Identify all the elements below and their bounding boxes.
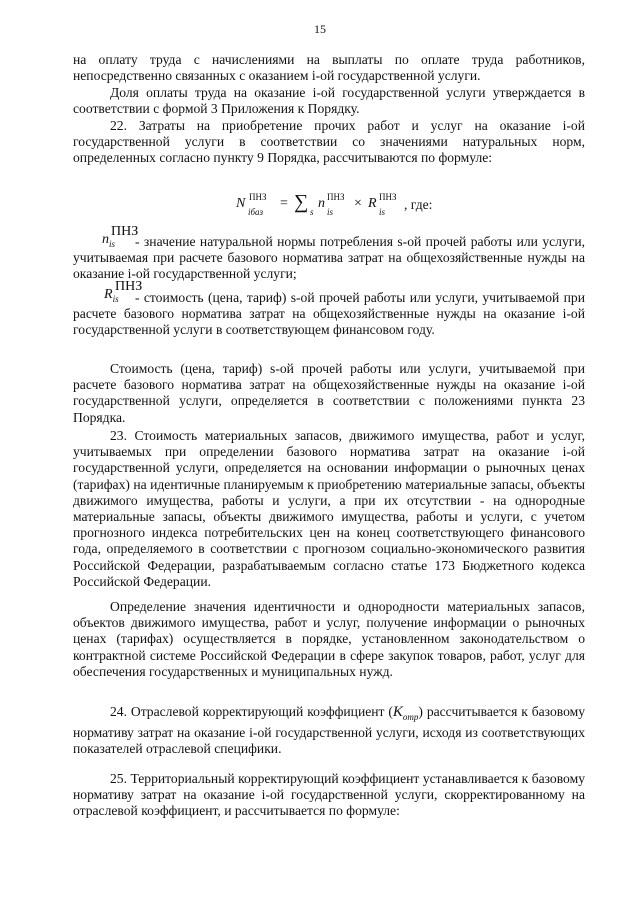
symbol-n-is-sup: ПНЗ [111,224,139,239]
paragraph-wage-continuation: на оплату труда с начислениями на выплаты по оплате труда работников, непосредственно связанных с оказанием i-ой государственной услуги. [73,52,585,84]
formula-times: × [354,196,362,211]
definition-n-is: - значение натуральной нормы потребления s-ой прочей работы или услуги, учитываемая при расчете базового норматива затрат на общехозяйственные нужды на оказание i-ой государственной услуги; [73,234,585,282]
formula-lhs-sup: ПНЗ [249,192,267,202]
formula-n-sup: ПНЗ [327,192,345,202]
paragraph-24: 24. Отраслевой корректирующий коэффициент $(K_{отр})$ рассчитывается к базовому нормативу затрат на оказание i-ой государственной услуги, исходя из соответствующих показателей отраслевой специфики. [73,704,586,757]
formula-other-works [236,190,476,224]
symbol-r-is: $R_{is}$ [104,287,119,304]
formula-lhs: N [236,196,246,211]
paragraph-price-determination: Стоимость (цена, тариф) s-ой прочей работы или услуги, учитываемой при расчете базового норматива затрат на общехозяйственные нужды на оказание i-ой государственной услуги, определяется в соответствии с положениями пункта 23 Порядка. [73,361,585,425]
formula-equals: = [280,196,288,211]
formula-sum-sign: ∑ [294,191,309,213]
paragraph-wage-share: Доля оплаты труда на оказание i-ой государственной услуги утверждается в соответствии с формой 3 Приложения к Порядку. [73,85,585,117]
formula-r-sub: is [379,207,386,217]
formula-n-sub: is [327,207,334,217]
symbol-n-is: $n_{is}$ [102,232,116,249]
paragraph-23: 23. Стоимость материальных запасов, движимого имущества, работ и услуг, учитываемых при определении базового норматива затрат на оказание i-ой государственной услуги, определяется на основании информации о рыночных ценах (тарифах) на идентичные планируемым к приобретению материальные запасы, объекты движимого имущества, работы и услуги, а при их отсутствии - на однородные материальные запасы, объекты движимого имущества, работы и услуги, с учетом прогнозного индекса потребительских цен на конец соответствующего финансового года, определяемого в соответствии с прогнозом социально-экономического развития Российской Федерации, разрабатываемым согласно статье 173 Бюджетного кодекса Российской Федерации. [73,428,585,589]
formula-r: R [368,196,377,211]
paragraph-identity: Определение значения идентичности и однородности материальных запасов, объектов движимого имущества, работ и услуг, получение информации о рыночных ценах (тарифах) осуществляется в порядке, установленном законодательством о контрактной системе Российской Федерации в сфере закупок товаров, работ, услуг для обеспечения государственных и муниципальных нужд. [73,599,585,679]
paragraph-22: 22. Затраты на приобретение прочих работ и услуг на оказание i-ой государственной услуги в соответствии со значениями натуральных норм, определенных согласно пункту 9 Порядка, рассчитываются по формуле: [73,118,585,166]
formula-sum-sub: s [310,207,314,217]
formula-n: n [318,196,325,211]
page-number: 15 [314,22,326,36]
formula-r-sup: ПНЗ [379,192,397,202]
symbol-k-otr: $K_{отр}$ [392,704,419,722]
formula-lhs-sub: iбаз [248,207,264,217]
symbol-r-is-sup: ПНЗ [115,279,143,294]
paragraph-25: 25. Территориальный корректирующий коэффициент устанавливается к базовому нормативу затрат на оказание i-ой государственной услуги, скорректированному на отраслевой коэффициент, и рассчитывается по формуле: [73,771,585,819]
formula-suffix: , где: [404,197,433,212]
definition-r-is: - стоимость (цена, тариф) s-ой прочей работы или услуги, учитываемой при расчете базового норматива затрат на общехозяйственные нужды на оказание i-ой государственной услуги в соответствующем финансовом году. [73,290,585,338]
